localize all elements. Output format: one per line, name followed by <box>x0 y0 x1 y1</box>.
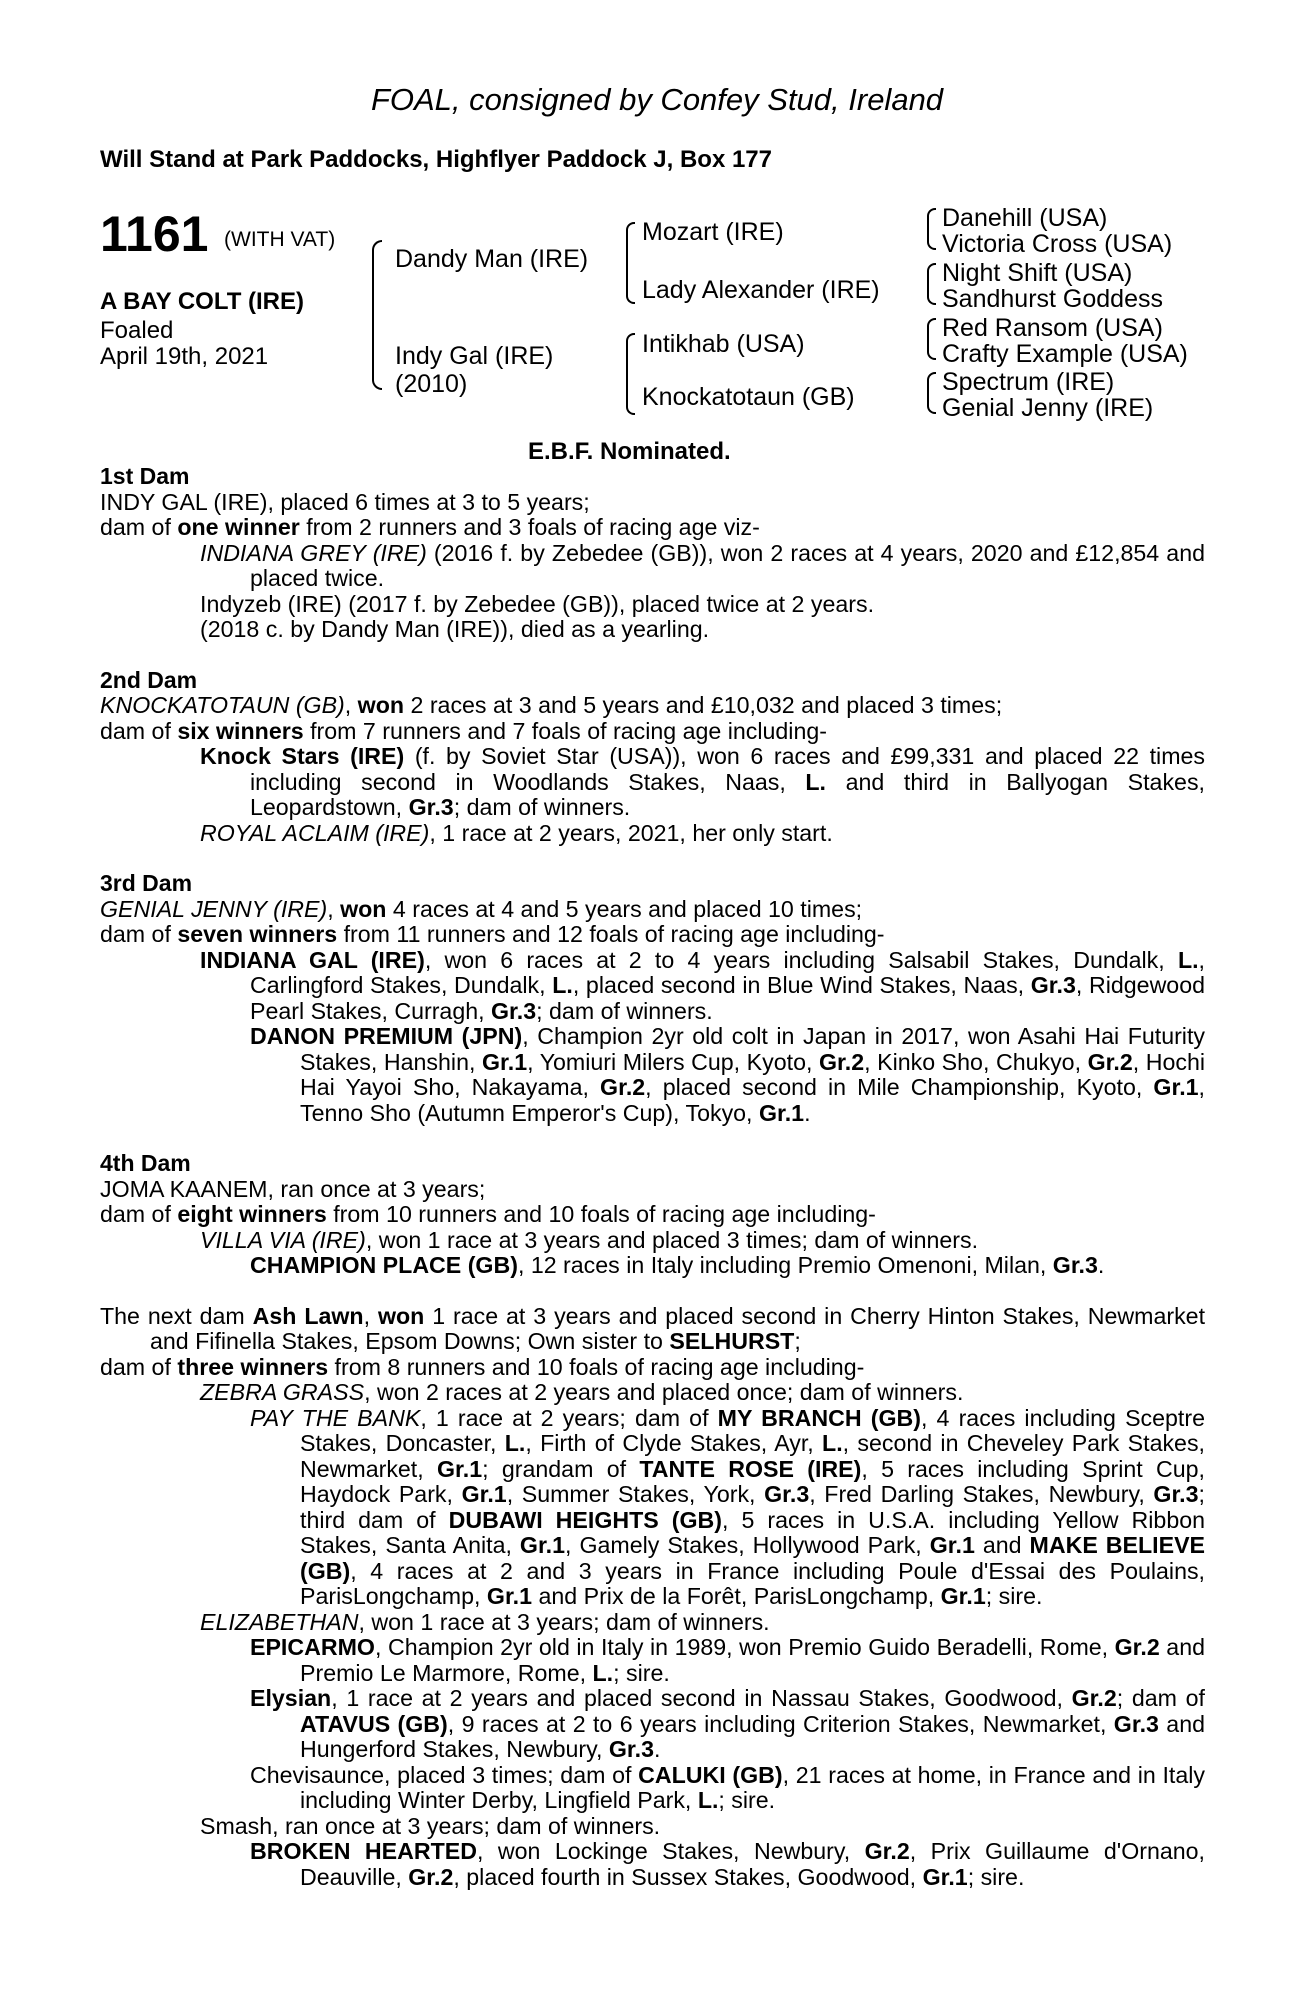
lot-description: A BAY COLT (IRE) <box>100 288 305 315</box>
pedigree-sdd: Sandhurst Goddess <box>942 285 1163 313</box>
produce-item: ROYAL ACLAIM (IRE), 1 race at 2 years, 2021, her only start. <box>200 819 833 846</box>
ebf-nominated: E.B.F. Nominated. <box>528 438 731 465</box>
produce-item: ELIZABETHAN, won 1 race at 3 years; dam of winners. <box>200 1608 770 1635</box>
pedigree-brace-3d <box>927 372 936 414</box>
pedigree-dsd: Crafty Example (USA) <box>942 340 1188 368</box>
pedigree-ddd: Genial Jenny (IRE) <box>942 394 1154 422</box>
produce-item: VILLA VIA (IRE), won 1 race at 3 years and placed 3 times; dam of winners. <box>200 1226 979 1253</box>
produce-item: ZEBRA GRASS, won 2 races at 2 years and placed once; dam of winners. <box>200 1379 964 1405</box>
produce-item: Chevisaunce, placed 3 times; dam of CALUKI (GB), 21 races at home, in France and in Italy including Winter Derby, Lingfield Park, L.; sire. <box>250 1761 1205 1813</box>
produce-item: Indyzeb (IRE) (2017 f. by Zebedee (GB)), placed twice at 2 years. <box>200 590 875 617</box>
pedigree-dds: Spectrum (IRE) <box>942 368 1115 396</box>
produce-item: CHAMPION PLACE (GB), 12 races in Italy including Premio Omenoni, Milan, Gr.3. <box>250 1252 1105 1278</box>
foaled-label: Foaled <box>100 317 174 344</box>
dam1-produce: dam of one winner from 2 runners and 3 foals of racing age viz- <box>100 514 760 540</box>
pedigree-brace-3c <box>927 318 936 360</box>
dam2-title: 2nd Dam <box>100 666 198 693</box>
dam3-produce: dam of seven winners from 11 runners and 12 foals of racing age including- <box>100 921 885 947</box>
pedigree-dam: Indy Gal (IRE) <box>395 342 554 370</box>
produce-item: Elysian, 1 race at 2 years and placed second in Nassau Stakes, Goodwood, Gr.2; dam of ATAVUS (GB), 9 races at 2 to 6 years including Criterion Stakes, Newmarket, Gr.3 and Hungerford Stakes, Newbury, Gr.3. <box>250 1685 1205 1762</box>
pedigree-brace-1 <box>372 240 382 390</box>
pedigree-sss: Danehill (USA) <box>942 204 1108 232</box>
dam2-produce: dam of six winners from 7 runners and 7 foals of racing age including- <box>100 717 827 744</box>
pedigree-ssd: Victoria Cross (USA) <box>942 230 1173 258</box>
pedigree-brace-2a <box>626 222 635 304</box>
produce-item: BROKEN HEARTED, won Lockinge Stakes, Newbury, Gr.2, Prix Guillaume d'Ornano, Deauville, Gr.2, placed fourth in Sussex Stakes, Goodwood, Gr.1; sire. <box>250 1838 1205 1890</box>
pedigree-dam-year: (2010) <box>395 370 468 398</box>
dam4-line: JOMA KAANEM, ran once at 3 years; <box>100 1175 486 1202</box>
produce-item: EPICARMO, Champion 2yr old in Italy in 1989, won Premio Guido Beradelli, Rome, Gr.2 and Premio Le Marmore, Rome, L.; sire. <box>250 1634 1205 1686</box>
stand-location: Will Stand at Park Paddocks, Highflyer Paddock J, Box 177 <box>100 146 772 173</box>
produce-item: Smash, ran once at 3 years; dam of winners. <box>200 1812 661 1839</box>
dam4-produce: dam of eight winners from 10 runners and 10 foals of racing age including- <box>100 1201 876 1227</box>
produce-item: Knock Stars (IRE) (f. by Soviet Star (USA)), won 6 races and £99,331 and placed 22 times including second in Woodlands Stakes, Naas, L. and third in Ballyogan Stakes, Leopardstown, Gr.3; dam of winners. <box>200 743 1205 820</box>
produce-item: PAY THE BANK, 1 race at 2 years; dam of MY BRANCH (GB), 4 races including Sceptre Stakes, Doncaster, L., Firth of Clyde Stakes, Ayr, L., second in Cheveley Park Stakes, Newmarket, Gr.1; grandam of TANTE ROSE (IRE), 5 races including Sprint Cup, Haydock Park, Gr.1, Summer Stakes, York, Gr.3, Fred Darling Stakes, Newbury, Gr.3; third dam of DUBAWI HEIGHTS (GB), 5 races in U.S.A. including Yellow Ribbon Stakes, Santa Anita, Gr.1, Gamely Stakes, Hollywood Park, Gr.1 and MAKE BELIEVE (GB), 4 races at 2 and 3 years in France including Poule d'Essai des Poulains, ParisLongchamp, Gr.1 and Prix de la Forêt, ParisLongchamp, Gr.1; sire. <box>250 1404 1206 1609</box>
pedigree-sds: Night Shift (USA) <box>942 259 1133 287</box>
lot-number: 1161 <box>100 206 209 262</box>
vat-label: (WITH VAT) <box>224 228 336 251</box>
pedigree-brace-3b <box>927 263 936 305</box>
produce-item: DANON PREMIUM (JPN), Champion 2yr old colt in Japan in 2017, won Asahi Hai Futurity Stakes, Hanshin, Gr.1, Yomiuri Milers Cup, Kyoto, Gr.2, Kinko Sho, Chukyo, Gr.2, Hochi Hai Yayoi Sho, Nakayama, Gr.2, placed second in Mile Championship, Kyoto, Gr.1, Tenno Sho (Autumn Emperor's Cup), Tokyo, Gr.1. <box>250 1023 1206 1126</box>
next-dam-line: The next dam Ash Lawn, won 1 race at 3 years and placed second in Cherry Hinton Stakes, Newmarket and Fifinella Stakes, Epsom Downs; Own sister to SELHURST; <box>100 1302 1206 1354</box>
next-dam-produce: dam of three winners from 8 runners and 10 foals of racing age including- <box>100 1353 865 1380</box>
page-title: FOAL, consigned by Confey Stud, Ireland <box>370 82 944 117</box>
pedigree-dss: Red Ransom (USA) <box>942 314 1163 342</box>
pedigree-ss: Mozart (IRE) <box>642 218 784 246</box>
dam2-line: KNOCKATOTAUN (GB), won 2 races at 3 and 5 years and £10,032 and placed 3 times; <box>100 692 1003 718</box>
pedigree-sd: Lady Alexander (IRE) <box>642 276 880 304</box>
dam1-title: 1st Dam <box>100 463 190 489</box>
dam3-line: GENIAL JENNY (IRE), won 4 races at 4 and 5 years and placed 10 times; <box>100 895 863 922</box>
pedigree-brace-2b <box>626 333 635 415</box>
dam3-title: 3rd Dam <box>100 870 193 896</box>
foaled-date: April 19th, 2021 <box>100 343 269 370</box>
produce-item: (2018 c. by Dandy Man (IRE)), died as a yearling. <box>200 616 710 642</box>
pedigree-brace-3a <box>927 208 936 250</box>
dam1-line: INDY GAL (IRE), placed 6 times at 3 to 5 years; <box>100 488 590 515</box>
dam4-title: 4th Dam <box>100 1150 191 1176</box>
pedigree-dd: Knockatotaun (GB) <box>642 383 855 411</box>
pedigree-sire: Dandy Man (IRE) <box>395 245 589 273</box>
produce-item: INDIANA GREY (IRE) (2016 f. by Zebedee (GB)), won 2 races at 4 years, 2020 and £12,854 and placed twice. <box>200 539 1205 591</box>
pedigree-ds: Intikhab (USA) <box>642 330 805 358</box>
catalogue-body <box>100 464 1205 1890</box>
produce-item: INDIANA GAL (IRE), won 6 races at 2 to 4 years including Salsabil Stakes, Dundalk, L., Carlingford Stakes, Dundalk, L., placed second in Blue Wind Stakes, Naas, Gr.3, Ridgewood Pearl Stakes, Curragh, Gr.3; dam of winners. <box>200 946 1205 1024</box>
